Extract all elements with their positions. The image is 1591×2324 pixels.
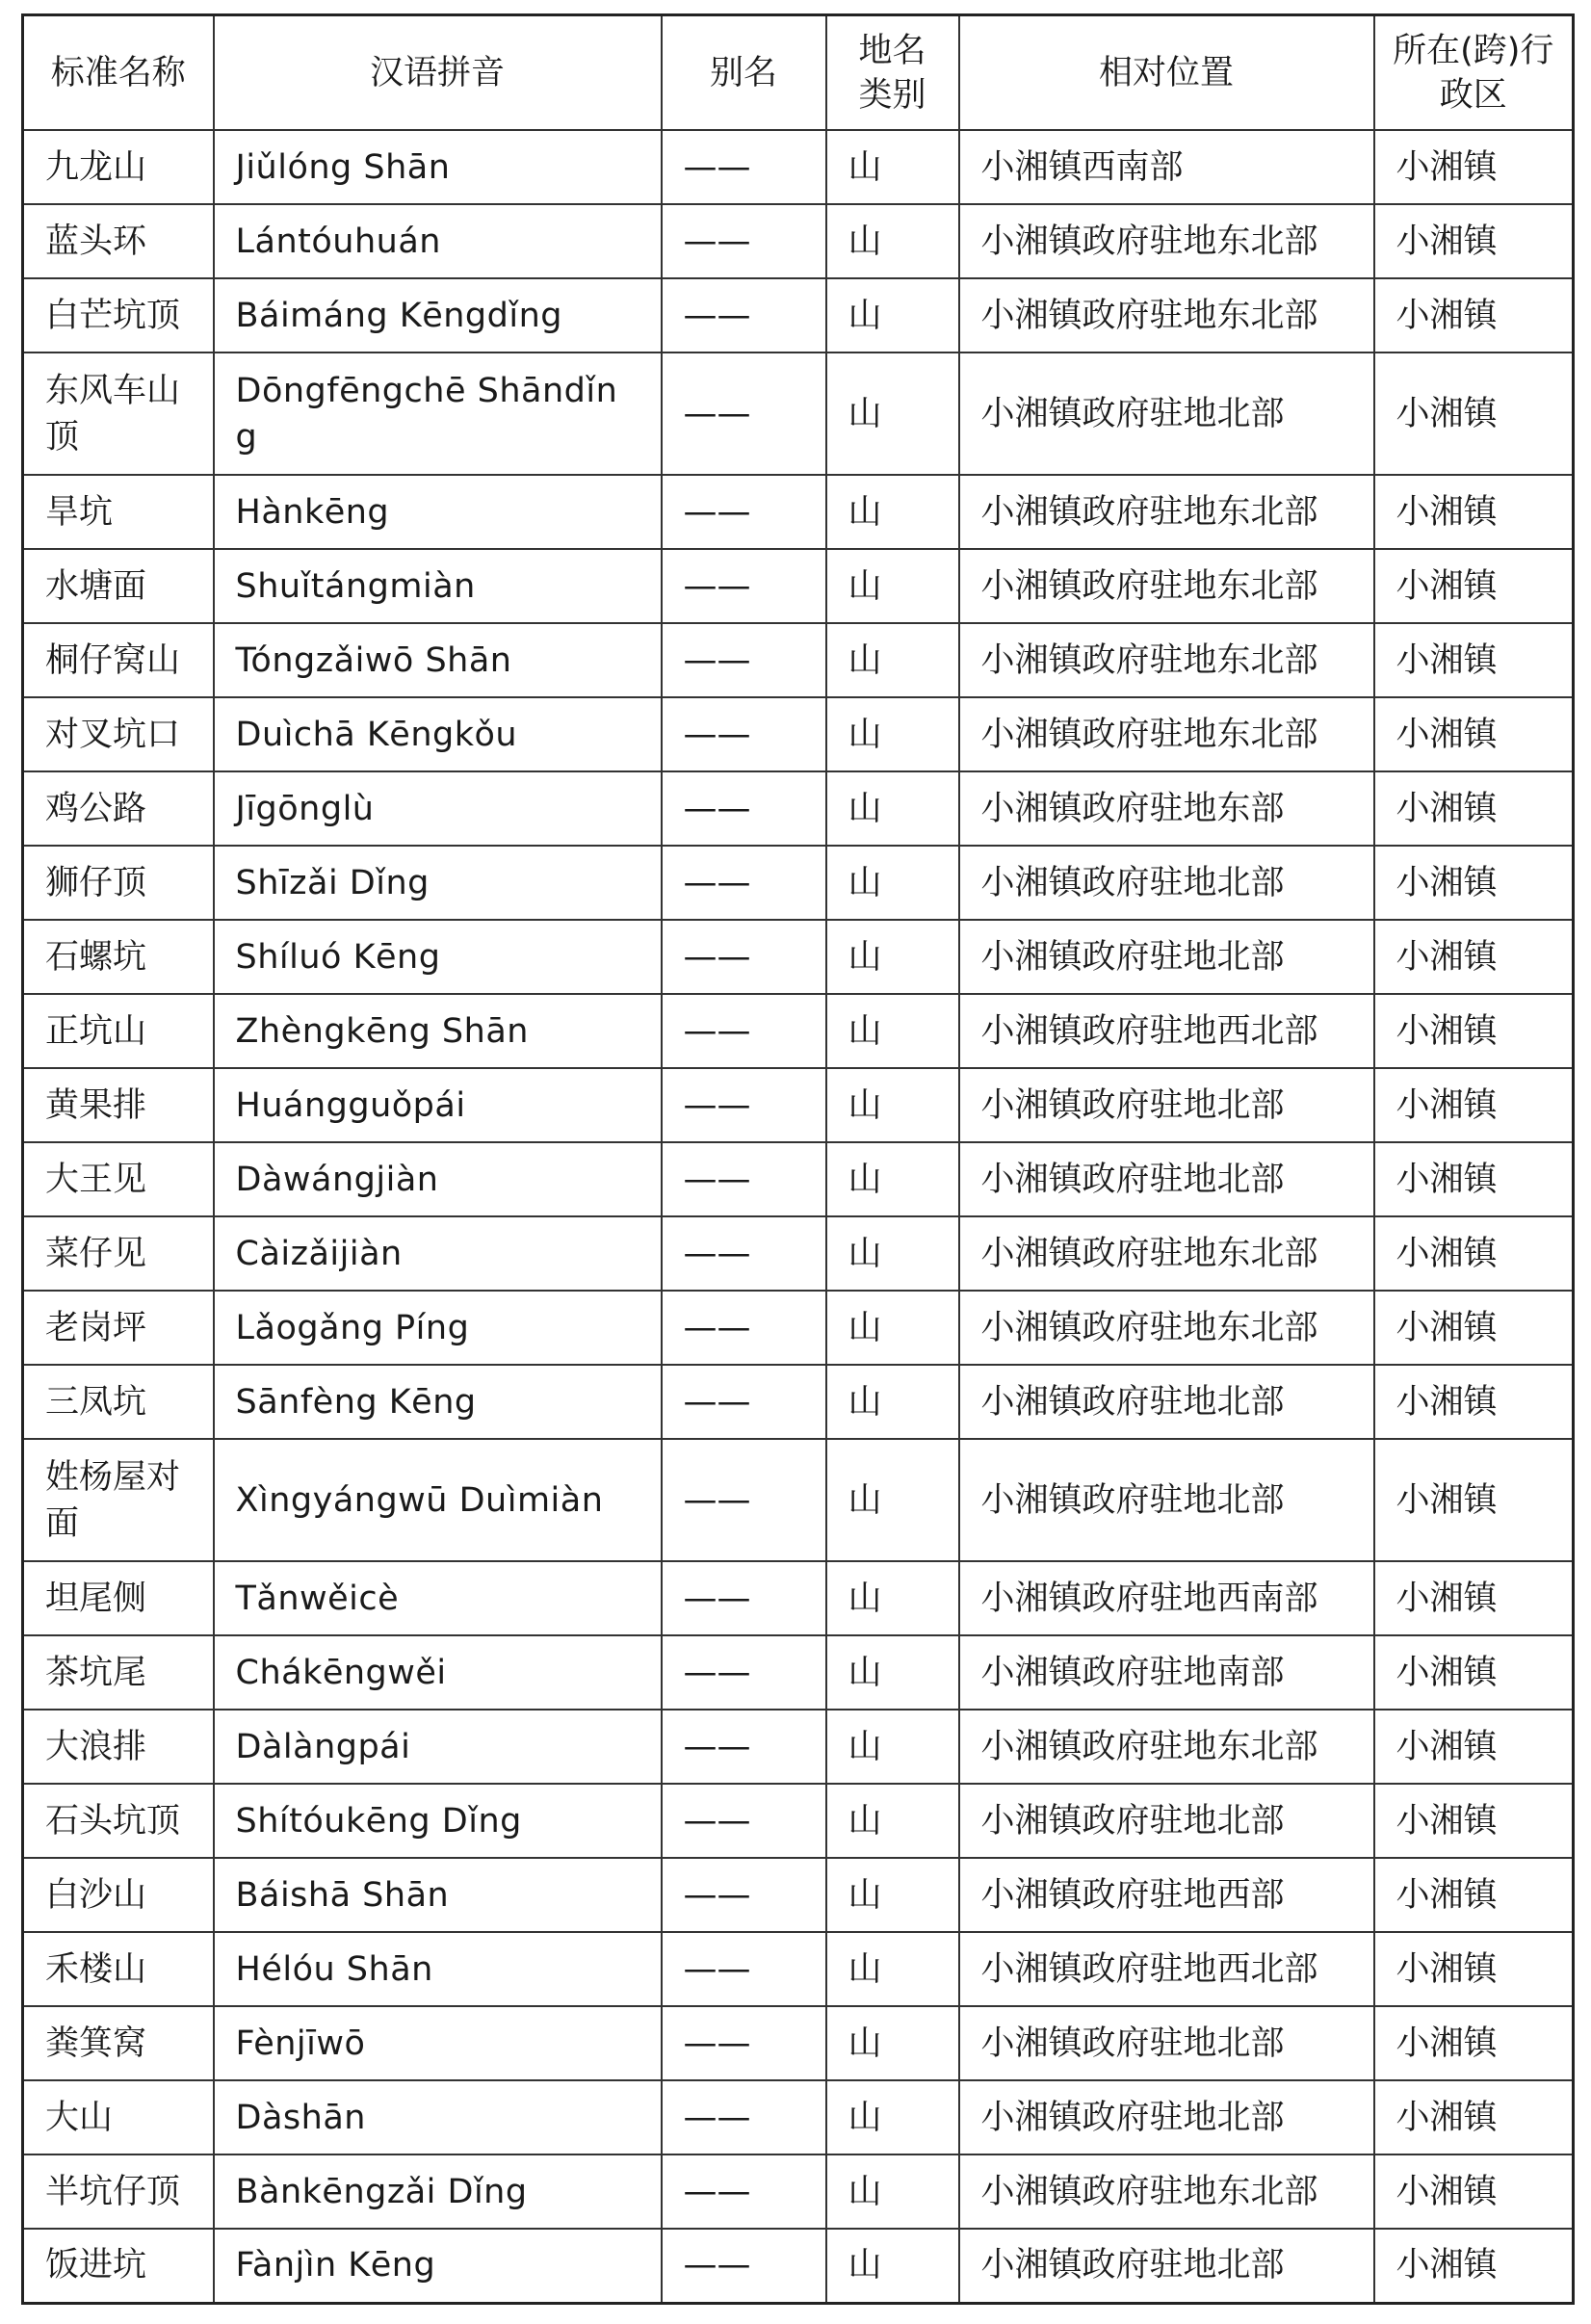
cell-alias: —— bbox=[662, 1784, 826, 1858]
cell-standard-name: 大浪排 bbox=[23, 1710, 214, 1784]
cell-standard-name: 水塘面 bbox=[23, 549, 214, 623]
cell-category: 山 bbox=[826, 1635, 959, 1710]
cell-pinyin: Shítóukēng Dǐng bbox=[214, 1784, 662, 1858]
cell-district: 小湘镇 bbox=[1374, 1932, 1574, 2006]
cell-district: 小湘镇 bbox=[1374, 353, 1574, 475]
cell-district: 小湘镇 bbox=[1374, 994, 1574, 1068]
table-row bbox=[23, 475, 1574, 549]
cell-relative-location: 小湘镇政府驻地北部 bbox=[959, 1784, 1374, 1858]
header-category: 地名类别 bbox=[826, 15, 959, 131]
cell-alias: —— bbox=[662, 278, 826, 353]
cell-category: 山 bbox=[826, 1561, 959, 1635]
cell-alias: —— bbox=[662, 204, 826, 278]
cell-category: 山 bbox=[826, 1365, 959, 1439]
cell-pinyin: Fènjīwō bbox=[214, 2006, 662, 2080]
table-row bbox=[23, 920, 1574, 994]
cell-alias: —— bbox=[662, 1365, 826, 1439]
cell-alias: —— bbox=[662, 2006, 826, 2080]
cell-alias: —— bbox=[662, 771, 826, 846]
cell-district: 小湘镇 bbox=[1374, 475, 1574, 549]
cell-alias: —— bbox=[662, 2080, 826, 2154]
cell-category: 山 bbox=[826, 697, 959, 771]
cell-alias: —— bbox=[662, 1561, 826, 1635]
cell-category: 山 bbox=[826, 771, 959, 846]
cell-standard-name: 对叉坑口 bbox=[23, 697, 214, 771]
cell-district: 小湘镇 bbox=[1374, 1291, 1574, 1365]
cell-pinyin: Bànkēngzǎi Dǐng bbox=[214, 2154, 662, 2229]
cell-standard-name: 三凤坑 bbox=[23, 1365, 214, 1439]
cell-category: 山 bbox=[826, 1710, 959, 1784]
cell-standard-name: 白芒坑顶 bbox=[23, 278, 214, 353]
cell-relative-location: 小湘镇政府驻地东北部 bbox=[959, 278, 1374, 353]
cell-pinyin: Zhèngkēng Shān bbox=[214, 994, 662, 1068]
cell-alias: —— bbox=[662, 1068, 826, 1142]
cell-alias: —— bbox=[662, 697, 826, 771]
cell-relative-location: 小湘镇政府驻地南部 bbox=[959, 1635, 1374, 1710]
cell-district: 小湘镇 bbox=[1374, 623, 1574, 697]
cell-standard-name: 老岗坪 bbox=[23, 1291, 214, 1365]
cell-pinyin: Shíluó Kēng bbox=[214, 920, 662, 994]
table-row bbox=[23, 204, 1574, 278]
cell-relative-location: 小湘镇政府驻地东部 bbox=[959, 771, 1374, 846]
cell-pinyin: Jiǔlóng Shān bbox=[214, 130, 662, 204]
cell-pinyin: Dōngfēngchē Shāndǐng bbox=[214, 353, 662, 475]
header-pinyin: 汉语拼音 bbox=[214, 15, 662, 131]
table-row bbox=[23, 1932, 1574, 2006]
cell-relative-location: 小湘镇政府驻地北部 bbox=[959, 2229, 1374, 2303]
cell-relative-location: 小湘镇政府驻地东北部 bbox=[959, 623, 1374, 697]
cell-alias: —— bbox=[662, 2154, 826, 2229]
cell-pinyin: Hànkēng bbox=[214, 475, 662, 549]
table-row bbox=[23, 549, 1574, 623]
header-row bbox=[23, 15, 1574, 131]
cell-pinyin: Tóngzǎiwō Shān bbox=[214, 623, 662, 697]
cell-standard-name: 正坑山 bbox=[23, 994, 214, 1068]
cell-alias: —— bbox=[662, 475, 826, 549]
cell-district: 小湘镇 bbox=[1374, 2080, 1574, 2154]
table-row bbox=[23, 697, 1574, 771]
cell-district: 小湘镇 bbox=[1374, 1068, 1574, 1142]
cell-category: 山 bbox=[826, 2154, 959, 2229]
cell-relative-location: 小湘镇政府驻地西部 bbox=[959, 1858, 1374, 1932]
cell-pinyin: Dàwángjiàn bbox=[214, 1142, 662, 1216]
cell-category: 山 bbox=[826, 1216, 959, 1291]
cell-standard-name: 九龙山 bbox=[23, 130, 214, 204]
cell-district: 小湘镇 bbox=[1374, 846, 1574, 920]
cell-standard-name: 蓝头环 bbox=[23, 204, 214, 278]
cell-pinyin: Xìngyángwū Duìmiàn bbox=[214, 1439, 662, 1561]
cell-category: 山 bbox=[826, 623, 959, 697]
cell-standard-name: 旱坑 bbox=[23, 475, 214, 549]
cell-standard-name: 茶坑尾 bbox=[23, 1635, 214, 1710]
cell-pinyin: Sānfèng Kēng bbox=[214, 1365, 662, 1439]
table-header bbox=[23, 15, 1574, 131]
cell-standard-name: 大王见 bbox=[23, 1142, 214, 1216]
cell-category: 山 bbox=[826, 204, 959, 278]
cell-relative-location: 小湘镇政府驻地北部 bbox=[959, 2080, 1374, 2154]
cell-pinyin: Càizǎijiàn bbox=[214, 1216, 662, 1291]
cell-relative-location: 小湘镇政府驻地北部 bbox=[959, 1439, 1374, 1561]
cell-standard-name: 桐仔窝山 bbox=[23, 623, 214, 697]
cell-pinyin: Shuǐtángmiàn bbox=[214, 549, 662, 623]
table-row bbox=[23, 1561, 1574, 1635]
cell-category: 山 bbox=[826, 846, 959, 920]
cell-category: 山 bbox=[826, 1068, 959, 1142]
cell-district: 小湘镇 bbox=[1374, 1216, 1574, 1291]
table-row bbox=[23, 1142, 1574, 1216]
header-standard-name: 标准名称 bbox=[23, 15, 214, 131]
table-row bbox=[23, 1291, 1574, 1365]
cell-district: 小湘镇 bbox=[1374, 204, 1574, 278]
header-district: 所在(跨)行政区 bbox=[1374, 15, 1574, 131]
cell-relative-location: 小湘镇政府驻地东北部 bbox=[959, 1710, 1374, 1784]
table-row bbox=[23, 1068, 1574, 1142]
cell-pinyin: Huángguǒpái bbox=[214, 1068, 662, 1142]
cell-district: 小湘镇 bbox=[1374, 549, 1574, 623]
cell-pinyin: Duìchā Kēngkǒu bbox=[214, 697, 662, 771]
cell-relative-location: 小湘镇政府驻地东北部 bbox=[959, 204, 1374, 278]
cell-category: 山 bbox=[826, 2229, 959, 2303]
cell-standard-name: 鸡公路 bbox=[23, 771, 214, 846]
cell-alias: —— bbox=[662, 1291, 826, 1365]
table-body bbox=[23, 130, 1574, 2303]
cell-alias: —— bbox=[662, 353, 826, 475]
cell-pinyin: Jīgōnglù bbox=[214, 771, 662, 846]
cell-alias: —— bbox=[662, 1932, 826, 2006]
cell-standard-name: 半坑仔顶 bbox=[23, 2154, 214, 2229]
cell-relative-location: 小湘镇政府驻地东北部 bbox=[959, 1291, 1374, 1365]
cell-alias: —— bbox=[662, 1216, 826, 1291]
cell-alias: —— bbox=[662, 1635, 826, 1710]
cell-category: 山 bbox=[826, 475, 959, 549]
cell-pinyin: Báimáng Kēngdǐng bbox=[214, 278, 662, 353]
cell-district: 小湘镇 bbox=[1374, 1439, 1574, 1561]
cell-relative-location: 小湘镇政府驻地北部 bbox=[959, 353, 1374, 475]
cell-relative-location: 小湘镇政府驻地东北部 bbox=[959, 1216, 1374, 1291]
cell-category: 山 bbox=[826, 1439, 959, 1561]
table-row bbox=[23, 1784, 1574, 1858]
cell-pinyin: Chákēngwěi bbox=[214, 1635, 662, 1710]
cell-category: 山 bbox=[826, 1784, 959, 1858]
cell-relative-location: 小湘镇政府驻地北部 bbox=[959, 920, 1374, 994]
cell-alias: —— bbox=[662, 2229, 826, 2303]
table-row bbox=[23, 1635, 1574, 1710]
cell-category: 山 bbox=[826, 549, 959, 623]
cell-category: 山 bbox=[826, 130, 959, 204]
cell-standard-name: 黄果排 bbox=[23, 1068, 214, 1142]
cell-standard-name: 狮仔顶 bbox=[23, 846, 214, 920]
cell-relative-location: 小湘镇政府驻地北部 bbox=[959, 1068, 1374, 1142]
cell-alias: —— bbox=[662, 623, 826, 697]
place-name-table bbox=[21, 13, 1575, 2305]
cell-pinyin: Dàshān bbox=[214, 2080, 662, 2154]
table-row bbox=[23, 846, 1574, 920]
cell-relative-location: 小湘镇政府驻地东北部 bbox=[959, 549, 1374, 623]
table-row bbox=[23, 2229, 1574, 2303]
cell-pinyin: Fànjìn Kēng bbox=[214, 2229, 662, 2303]
cell-district: 小湘镇 bbox=[1374, 920, 1574, 994]
cell-pinyin: Tǎnwěicè bbox=[214, 1561, 662, 1635]
cell-category: 山 bbox=[826, 920, 959, 994]
cell-alias: —— bbox=[662, 1858, 826, 1932]
cell-alias: —— bbox=[662, 994, 826, 1068]
cell-relative-location: 小湘镇政府驻地东北部 bbox=[959, 2154, 1374, 2229]
cell-relative-location: 小湘镇政府驻地北部 bbox=[959, 1365, 1374, 1439]
cell-standard-name: 饭进坑 bbox=[23, 2229, 214, 2303]
cell-district: 小湘镇 bbox=[1374, 771, 1574, 846]
cell-alias: —— bbox=[662, 846, 826, 920]
cell-district: 小湘镇 bbox=[1374, 1784, 1574, 1858]
cell-standard-name: 粪箕窝 bbox=[23, 2006, 214, 2080]
table-row bbox=[23, 1858, 1574, 1932]
cell-pinyin: Shīzǎi Dǐng bbox=[214, 846, 662, 920]
cell-district: 小湘镇 bbox=[1374, 1635, 1574, 1710]
cell-district: 小湘镇 bbox=[1374, 1858, 1574, 1932]
cell-district: 小湘镇 bbox=[1374, 2229, 1574, 2303]
cell-alias: —— bbox=[662, 1439, 826, 1561]
cell-standard-name: 石螺坑 bbox=[23, 920, 214, 994]
header-alias: 别名 bbox=[662, 15, 826, 131]
cell-category: 山 bbox=[826, 1142, 959, 1216]
cell-alias: —— bbox=[662, 549, 826, 623]
cell-relative-location: 小湘镇政府驻地北部 bbox=[959, 846, 1374, 920]
cell-district: 小湘镇 bbox=[1374, 278, 1574, 353]
cell-relative-location: 小湘镇西南部 bbox=[959, 130, 1374, 204]
cell-category: 山 bbox=[826, 353, 959, 475]
cell-alias: —— bbox=[662, 1710, 826, 1784]
table-row bbox=[23, 130, 1574, 204]
cell-category: 山 bbox=[826, 2080, 959, 2154]
table-row bbox=[23, 623, 1574, 697]
cell-district: 小湘镇 bbox=[1374, 1710, 1574, 1784]
cell-relative-location: 小湘镇政府驻地西北部 bbox=[959, 994, 1374, 1068]
cell-standard-name: 东风车山顶 bbox=[23, 353, 214, 475]
cell-standard-name: 菜仔见 bbox=[23, 1216, 214, 1291]
cell-district: 小湘镇 bbox=[1374, 697, 1574, 771]
cell-relative-location: 小湘镇政府驻地北部 bbox=[959, 2006, 1374, 2080]
cell-pinyin: Hélóu Shān bbox=[214, 1932, 662, 2006]
cell-alias: —— bbox=[662, 130, 826, 204]
cell-district: 小湘镇 bbox=[1374, 1365, 1574, 1439]
table-row bbox=[23, 2154, 1574, 2229]
table-row bbox=[23, 1439, 1574, 1561]
cell-district: 小湘镇 bbox=[1374, 2154, 1574, 2229]
cell-standard-name: 大山 bbox=[23, 2080, 214, 2154]
cell-relative-location: 小湘镇政府驻地东北部 bbox=[959, 697, 1374, 771]
cell-alias: —— bbox=[662, 920, 826, 994]
table-row bbox=[23, 278, 1574, 353]
table-row bbox=[23, 1216, 1574, 1291]
cell-district: 小湘镇 bbox=[1374, 1561, 1574, 1635]
cell-standard-name: 禾楼山 bbox=[23, 1932, 214, 2006]
cell-alias: —— bbox=[662, 1142, 826, 1216]
cell-category: 山 bbox=[826, 994, 959, 1068]
table-row bbox=[23, 1710, 1574, 1784]
cell-relative-location: 小湘镇政府驻地西南部 bbox=[959, 1561, 1374, 1635]
cell-district: 小湘镇 bbox=[1374, 130, 1574, 204]
cell-category: 山 bbox=[826, 2006, 959, 2080]
cell-relative-location: 小湘镇政府驻地西北部 bbox=[959, 1932, 1374, 2006]
table-row bbox=[23, 2080, 1574, 2154]
table-row bbox=[23, 994, 1574, 1068]
cell-category: 山 bbox=[826, 1858, 959, 1932]
cell-relative-location: 小湘镇政府驻地北部 bbox=[959, 1142, 1374, 1216]
cell-relative-location: 小湘镇政府驻地东北部 bbox=[959, 475, 1374, 549]
table-row bbox=[23, 2006, 1574, 2080]
cell-category: 山 bbox=[826, 1932, 959, 2006]
table-row bbox=[23, 353, 1574, 475]
cell-district: 小湘镇 bbox=[1374, 1142, 1574, 1216]
header-relative-location: 相对位置 bbox=[959, 15, 1374, 131]
cell-pinyin: Dàlàngpái bbox=[214, 1710, 662, 1784]
cell-pinyin: Lántóuhuán bbox=[214, 204, 662, 278]
cell-category: 山 bbox=[826, 278, 959, 353]
cell-district: 小湘镇 bbox=[1374, 2006, 1574, 2080]
cell-category: 山 bbox=[826, 1291, 959, 1365]
cell-standard-name: 白沙山 bbox=[23, 1858, 214, 1932]
table-row bbox=[23, 1365, 1574, 1439]
cell-standard-name: 坦尾侧 bbox=[23, 1561, 214, 1635]
cell-pinyin: Báishā Shān bbox=[214, 1858, 662, 1932]
table-row bbox=[23, 771, 1574, 846]
cell-standard-name: 姓杨屋对面 bbox=[23, 1439, 214, 1561]
cell-standard-name: 石头坑顶 bbox=[23, 1784, 214, 1858]
cell-pinyin: Lǎogǎng Píng bbox=[214, 1291, 662, 1365]
